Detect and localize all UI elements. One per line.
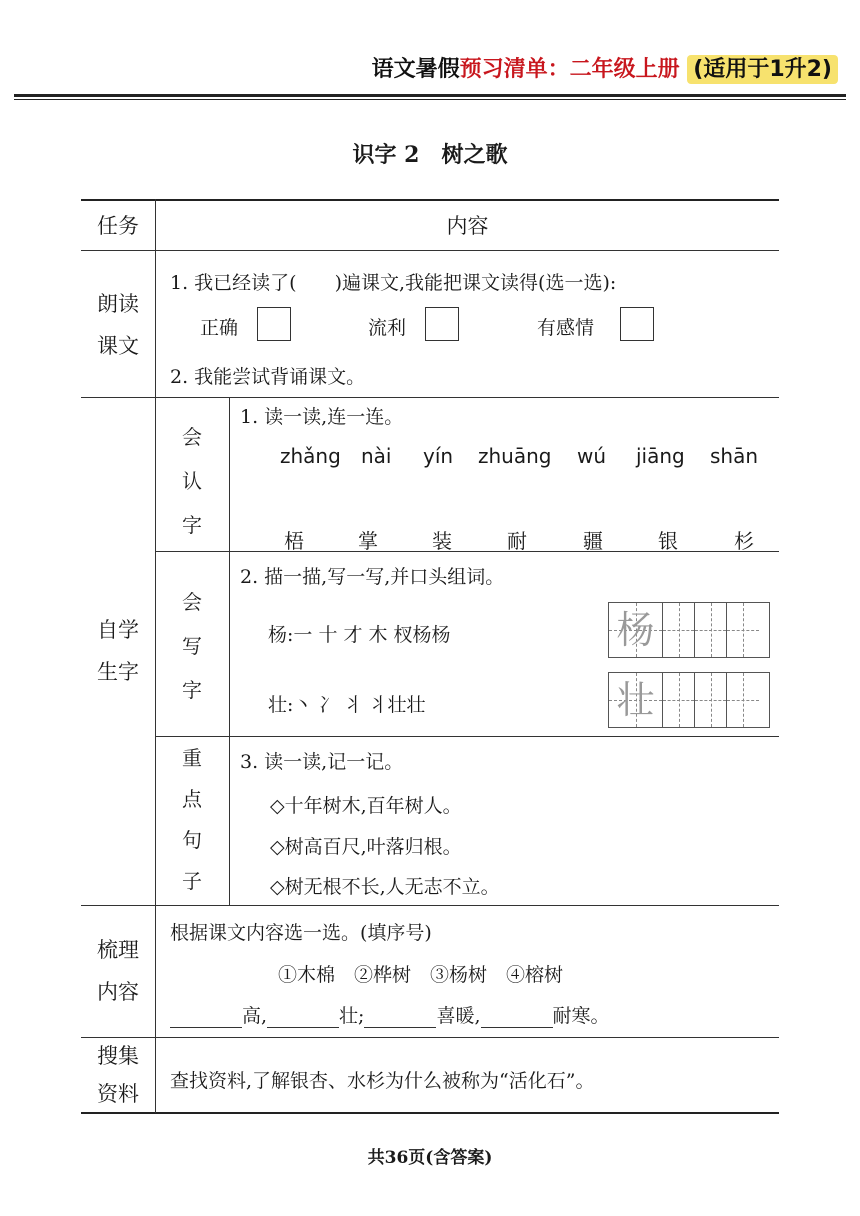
- char-zhuang[interactable]: 装: [432, 529, 452, 553]
- sorting-fill-line: [170, 1001, 610, 1028]
- table-top-border: [81, 199, 779, 201]
- label-char: 句: [182, 828, 202, 852]
- model-char-yang: 杨: [616, 608, 655, 652]
- option-label-emotion: 有感情: [537, 317, 595, 339]
- writing-grid-yang[interactable]: [608, 602, 770, 658]
- header-highlight: 预习清单：二年级上册: [459, 57, 680, 82]
- answer-blank[interactable]: [364, 1005, 436, 1028]
- fill-label-cold: 耐寒。: [552, 1005, 610, 1027]
- fill-label-warm: 喜暖,: [436, 1005, 481, 1027]
- answer-blank[interactable]: [267, 1005, 339, 1028]
- char-wu[interactable]: 梧: [284, 529, 304, 553]
- practice-square[interactable]: [727, 673, 759, 727]
- sorting-instruction: 根据课文内容选一选。(填序号): [170, 922, 432, 944]
- sentence-1: ◇十年树木,百年树人。: [270, 795, 462, 817]
- header-prefix: 语文暑假: [371, 57, 460, 82]
- table-rule: [81, 397, 779, 398]
- table-subcolumn-divider: [229, 397, 230, 905]
- char-shan[interactable]: 杉: [734, 529, 754, 553]
- practice-square[interactable]: [663, 603, 695, 657]
- header-rule-thick: [14, 94, 846, 97]
- practice-square[interactable]: [727, 603, 759, 657]
- column-header-content: 内容: [446, 214, 489, 238]
- char-zhang[interactable]: 掌: [358, 529, 378, 553]
- subtask-write-label: [156, 580, 228, 712]
- table-rule: [81, 1037, 779, 1038]
- header-tag: (适用于1升2): [687, 55, 838, 84]
- task-reading-line1: 朗读: [97, 292, 139, 316]
- label-char: 重: [182, 746, 202, 770]
- label-char: 子: [182, 869, 202, 893]
- sentence-2: ◇树高百尺,叶落归根。: [270, 836, 462, 858]
- task-sorting-line1: 梳理: [97, 938, 139, 962]
- pinyin-nai[interactable]: nài: [361, 444, 392, 468]
- char-jiang[interactable]: 疆: [583, 529, 603, 553]
- label-char: 写: [182, 634, 202, 658]
- label-char: 点: [182, 787, 202, 811]
- writing-grid-zhuang[interactable]: [608, 672, 770, 728]
- pinyin-zhang[interactable]: zhǎng: [280, 444, 341, 468]
- option-label-correct: 正确: [200, 317, 239, 339]
- subtask-recognize-label: [156, 415, 228, 547]
- header-banner: [0, 52, 838, 83]
- header-rule-thin: [14, 99, 846, 100]
- write-instruction: 2. 描一描,写一写,并口头组词。: [240, 566, 505, 588]
- sentence-3: ◇树无根不长,人无志不立。: [270, 876, 500, 898]
- task-reading-line2: 课文: [97, 334, 139, 358]
- checkbox-emotion[interactable]: [620, 307, 654, 341]
- option-label-fluent: 流利: [368, 317, 407, 339]
- label-char: 字: [182, 513, 202, 537]
- checkbox-correct[interactable]: [257, 307, 291, 341]
- research-text: 查找资料,了解银杏、水杉为什么被称为“活化石”。: [170, 1070, 595, 1092]
- pinyin-yin[interactable]: yín: [423, 444, 454, 468]
- stroke-order-yang: 杨:一 十 才 木 杈杨杨: [268, 624, 451, 646]
- column-header-task: 任务: [97, 214, 139, 238]
- label-char: 认: [182, 469, 202, 493]
- model-char-zhuang: 壮: [616, 678, 655, 722]
- task-research-line1: 搜集: [97, 1044, 139, 1068]
- table-rule: [155, 551, 779, 552]
- reading-item-1: 1. 我已经读了( )遍课文,我能把课文读得(选一选):: [170, 272, 617, 294]
- task-self-study-line1: 自学: [97, 618, 139, 642]
- fill-label-tall: 高,: [242, 1005, 268, 1027]
- tracing-square: [609, 673, 663, 727]
- label-char: 会: [182, 425, 202, 449]
- page-footer: 共36页(含答案): [367, 1148, 493, 1168]
- checkbox-fluent[interactable]: [425, 307, 459, 341]
- task-sorting-line2: 内容: [97, 980, 139, 1004]
- subtask-sentences-label: [156, 738, 228, 902]
- label-char: 会: [182, 590, 202, 614]
- char-yin[interactable]: 银: [658, 529, 678, 553]
- lesson-title: 识字 2 树之歌: [352, 142, 508, 168]
- sorting-choices: ①木棉 ②桦树 ③杨树 ④榕树: [278, 964, 564, 986]
- tracing-square: [609, 603, 663, 657]
- task-research-line2: 资料: [97, 1082, 139, 1106]
- practice-square[interactable]: [695, 603, 727, 657]
- fill-label-strong: 壮;: [339, 1005, 365, 1027]
- table-rule: [81, 250, 779, 251]
- practice-square[interactable]: [695, 673, 727, 727]
- recognize-instruction: 1. 读一读,连一连。: [240, 406, 404, 428]
- answer-blank[interactable]: [481, 1005, 553, 1028]
- pinyin-wu[interactable]: wú: [577, 444, 607, 468]
- stroke-order-zhuang: 壮:丶 冫 丬 丬壮壮: [268, 694, 426, 716]
- pinyin-shan[interactable]: shān: [710, 444, 759, 468]
- pinyin-jiang[interactable]: jiāng: [636, 444, 685, 468]
- char-nai[interactable]: 耐: [507, 529, 527, 553]
- table-rule: [81, 905, 779, 906]
- table-bottom-border: [81, 1112, 779, 1114]
- table-rule: [155, 736, 779, 737]
- answer-blank[interactable]: [170, 1005, 242, 1028]
- pinyin-zhuang[interactable]: zhuāng: [478, 444, 552, 468]
- sentences-instruction: 3. 读一读,记一记。: [240, 751, 404, 773]
- practice-square[interactable]: [663, 673, 695, 727]
- reading-item-2: 2. 我能尝试背诵课文。: [170, 366, 366, 388]
- label-char: 字: [182, 678, 202, 702]
- task-self-study-line2: 生字: [97, 660, 139, 684]
